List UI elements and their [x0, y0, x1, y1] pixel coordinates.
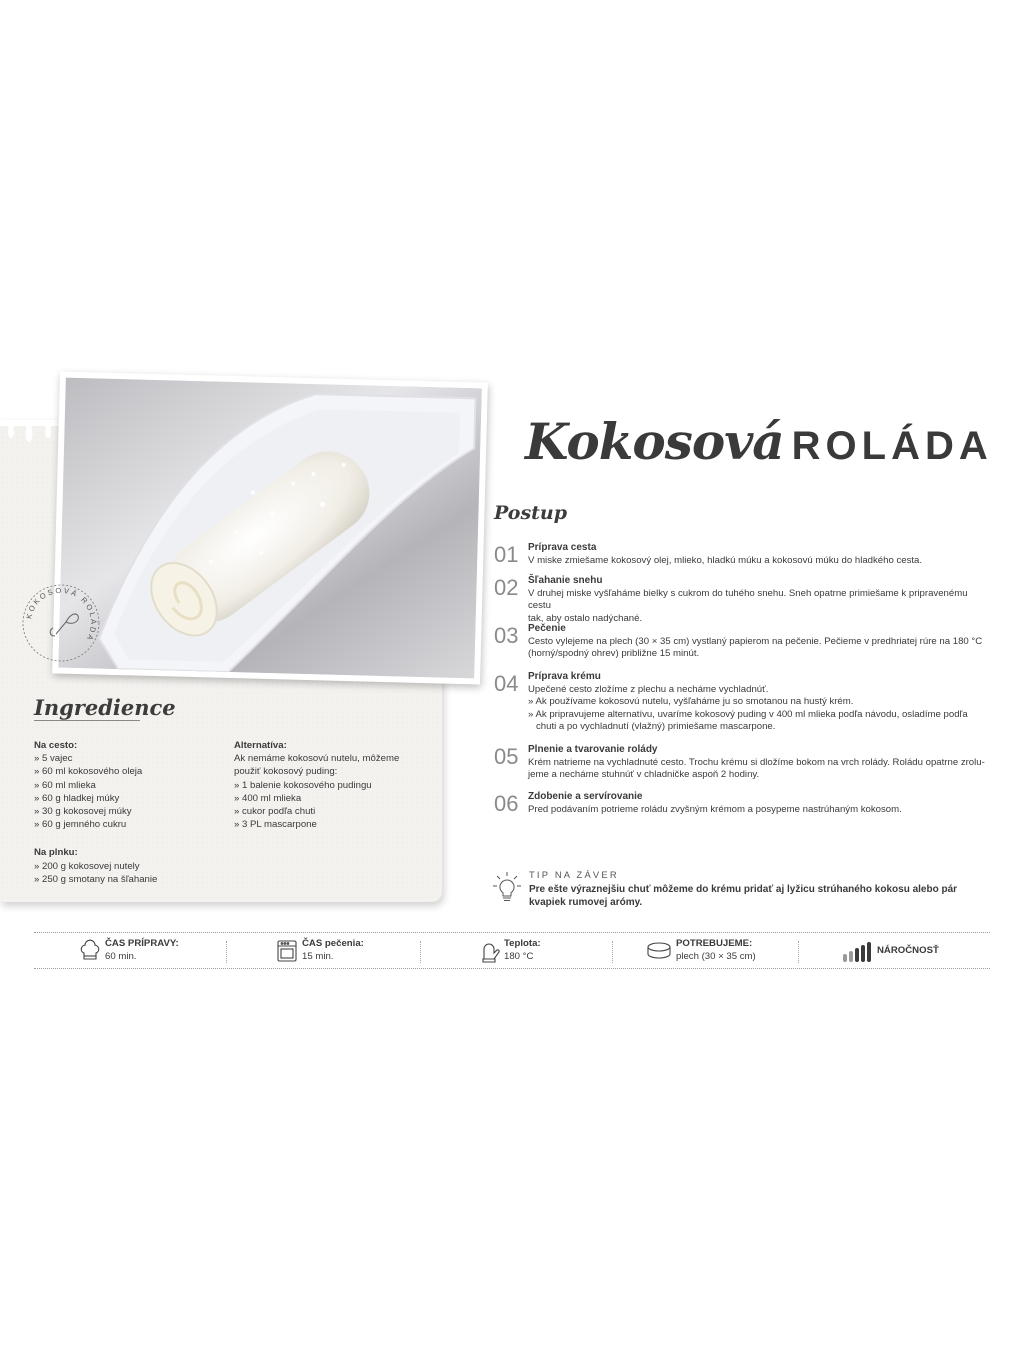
lightbulb-icon [492, 870, 522, 906]
step-number: 06 [494, 791, 519, 816]
equipment [676, 938, 756, 963]
temperature [504, 938, 541, 963]
ingredient-item: » 5 vajec [34, 753, 73, 765]
step-title: Plnenie a tvarovanie rolády [528, 744, 658, 755]
coconut-roll-photo [58, 378, 481, 679]
footer-separator [226, 941, 227, 963]
ingredients-title-underline [34, 720, 140, 721]
step-title: Príprava cesta [528, 542, 597, 553]
step-line: Pred podávaním potrieme roládu zvyšným krémom a posypeme nastrúhaným kokosom. [528, 803, 902, 815]
ingredients-alternative-column [234, 739, 434, 831]
difficulty-bar [855, 948, 859, 962]
dough-heading: Na cesto: [34, 740, 78, 751]
equipment-value: plech (30 × 35 cm) [676, 950, 756, 962]
step-line: V druhej miske vyšľaháme bielky s cukrom do tuhého snehu. Sneh opatrne primiešame k pripravenému cestu [528, 587, 968, 612]
footer-separator [612, 941, 613, 963]
step-line: Upečené cesto zložíme z plechu a necháme vychladnúť. [528, 683, 769, 695]
equipment-label: POTREBUJEME: [676, 938, 753, 949]
tip-text: Pre ešte výraznejšiu chuť môžeme do krému pridať aj lyžicu strúhaného kokosu alebo pár kvapiek rumovej arómy. [529, 884, 958, 908]
baking-pan-icon [646, 939, 672, 963]
alternative-heading: Alternatíva: [234, 740, 287, 751]
step-line: V miske zmiešame kokosový olej, mlieko, hladkú múku a kokosovú múku do hladkého cesta. [528, 554, 923, 566]
svg-text:KOKOSOVÁ ROLÁDA [24, 586, 98, 644]
difficulty-bar [843, 954, 847, 962]
alternative-line: » 3 PL mascarpone [234, 819, 317, 831]
temperature-label: Teplota: [504, 938, 541, 949]
ingredient-item: » 60 ml mlieka [34, 779, 96, 791]
difficulty [877, 945, 939, 958]
step-title: Príprava krému [528, 671, 601, 682]
step-line: chuti a po vychladnutí (vlažný) primiešame mascarpone. [528, 721, 776, 733]
ingredients-dough-column [34, 739, 214, 886]
bake-time-label: ČAS pečenia: [302, 938, 364, 949]
whisk-icon [50, 614, 78, 636]
footer-bottom-rule [34, 968, 990, 969]
procedure-title: Postup [494, 502, 568, 524]
step-line: tak, aby ostalo nadýchané. [528, 612, 643, 624]
bake-time-value: 15 min. [302, 950, 334, 962]
temperature-value: 180 °C [504, 950, 534, 962]
alternative-line: » 400 ml mlieka [234, 792, 302, 804]
step-title: Šľahanie snehu [528, 575, 603, 586]
coconut-roll-illustration [58, 378, 481, 679]
recipe-title [525, 412, 993, 471]
difficulty-bar [867, 942, 871, 962]
ingredient-item: » 60 ml kokosového oleja [34, 766, 143, 778]
footer-separator [420, 941, 421, 963]
step-number: 05 [494, 744, 519, 769]
alternative-line: použiť kokosový puding: [234, 766, 338, 778]
alternative-line: » cukor podľa chuti [234, 806, 316, 818]
footer-top-rule [34, 932, 990, 933]
step-title: Pečenie [528, 623, 566, 634]
step-number: 01 [494, 542, 519, 567]
prep-time [105, 938, 179, 963]
footer-separator [798, 941, 799, 963]
step-title: Zdobenie a servírovanie [528, 791, 643, 802]
prep-time-label: ČAS PRÍPRAVY: [105, 938, 179, 949]
oven-icon [275, 939, 299, 963]
recipe-photo-frame [52, 371, 488, 684]
step-line: jeme a necháme stuhnúť v chladničke aspoň 2 hodiny. [528, 769, 760, 781]
stamp-badge [20, 582, 102, 664]
step-line: » Ak pripravujeme alternatívu, uvaríme kokosový puding v 400 ml mlieka podľa návodu, osladíme podľa [528, 708, 968, 720]
alternative-line: » 1 balenie kokosového pudingu [234, 779, 372, 791]
bake-time [302, 938, 364, 963]
oven-mitt-icon [478, 939, 500, 963]
step-number: 03 [494, 623, 519, 648]
ingredient-item: » 200 g kokosovej nutely [34, 860, 140, 872]
step-line: (horný/spodný ohrev) približne 15 minút. [528, 648, 700, 660]
filling-heading: Na plnku: [34, 847, 78, 859]
step-line: Krém natrieme na vychladnuté cesto. Trochu krému si dložíme bokom na vrch rolády. Roládu opatrne zrolu- [528, 756, 985, 768]
ingredient-item: » 250 g smotany na šľahanie [34, 873, 158, 885]
ingredients-title: Ingredience [34, 695, 176, 720]
step-number: 04 [494, 671, 519, 696]
alternative-line: Ak nemáme kokosovú nutelu, môžeme [234, 753, 400, 765]
chef-hat-icon [78, 939, 102, 963]
prep-time-value: 60 min. [105, 950, 137, 962]
step-number: 02 [494, 575, 519, 600]
ingredient-item: » 60 g jemného cukru [34, 819, 127, 831]
difficulty-bar [849, 951, 853, 962]
ingredient-item: » 30 g kokosovej múky [34, 806, 132, 818]
tip-label: TIP NA ZÁVER [529, 869, 619, 880]
difficulty-bar [861, 945, 865, 962]
recipe-title-script: Kokosová [525, 412, 784, 471]
ingredient-item: » 60 g hladkej múky [34, 792, 120, 804]
difficulty-meter [842, 941, 874, 963]
stamp-text: KOKOSOVÁ ROLÁDA [24, 585, 99, 644]
step-line: Cesto vylejeme na plech (30 × 35 cm) vystlaný papierom na pečenie. Pečieme v predhriatej rúre na 180 °C [528, 635, 983, 647]
recipe-title-caps: ROLÁDA [791, 424, 993, 468]
step-line: » Ak používame kokosovú nutelu, vyšľaháme ju so smotanou na hustý krém. [528, 696, 854, 708]
difficulty-label: NÁROČNOSŤ [877, 945, 939, 956]
